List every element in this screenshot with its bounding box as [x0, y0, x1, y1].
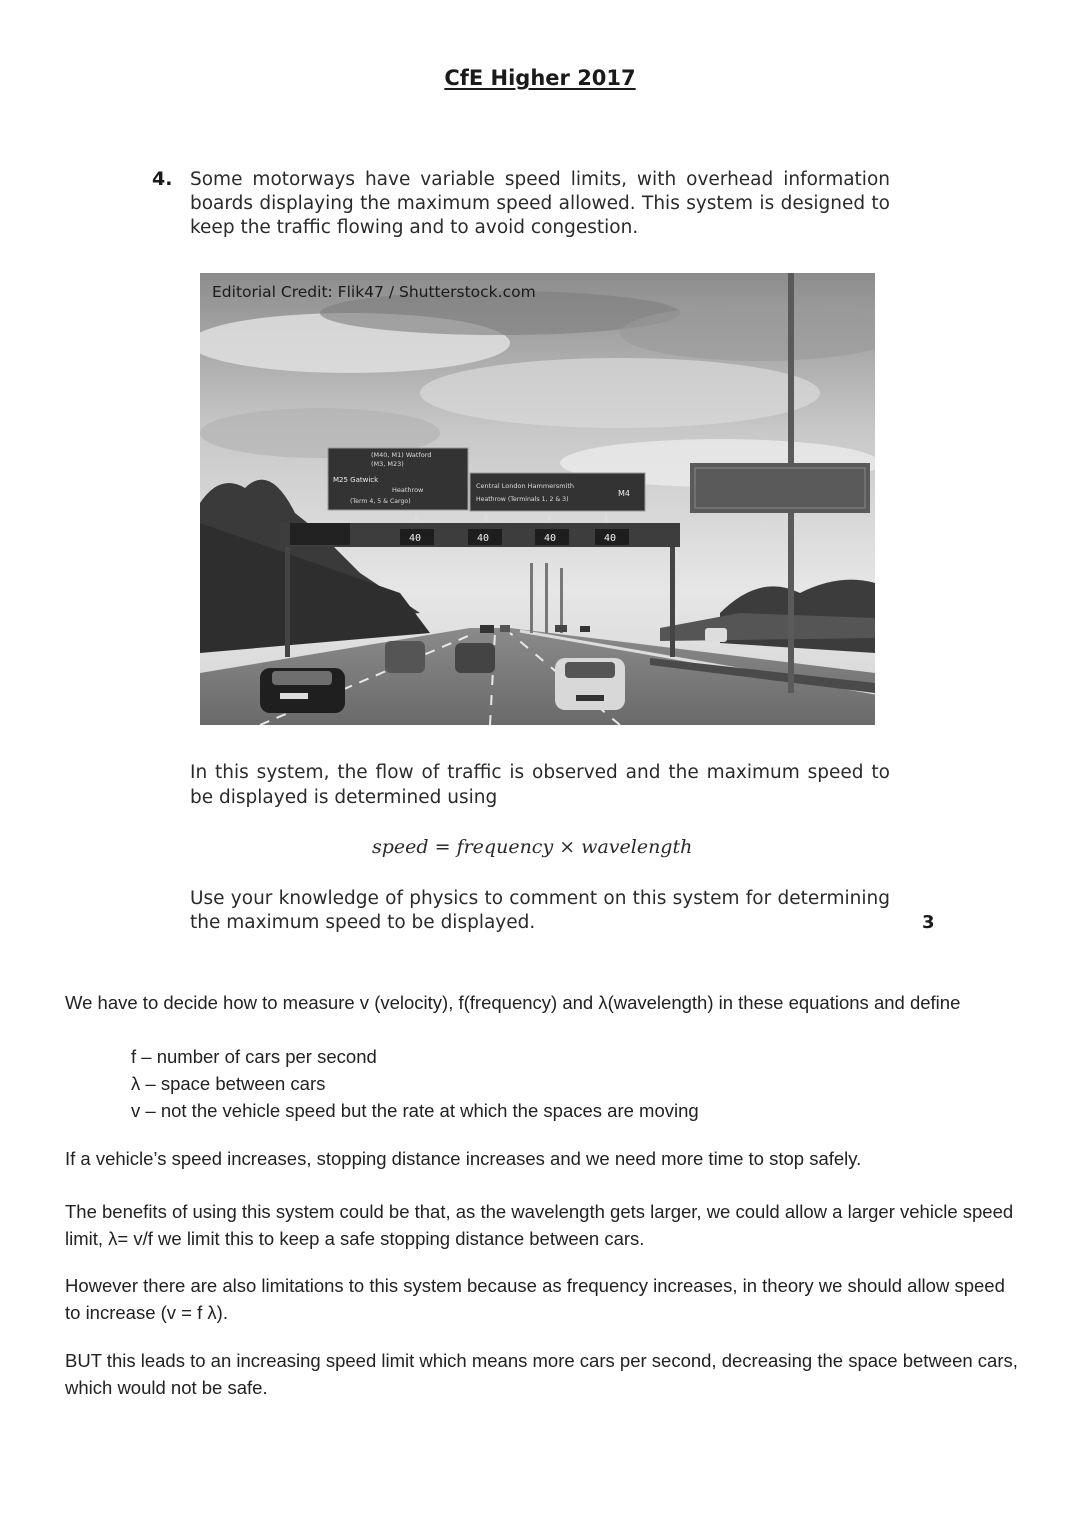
speed-display-4: 40 [604, 533, 617, 544]
down-arrow-icon: ⬇ [602, 514, 611, 525]
sign-left-line5: (Term 4, 5 & Cargo) [350, 498, 411, 505]
question-intro: Some motorways have variable speed limits, with overhead information boards displaying the maximum speed allowed. This system is designed to keep the traffic flowing and to avoid congestion. [190, 169, 890, 238]
answer-paragraph-4: BUT this leads to an increasing speed limit which means more cars per second, decreasing the space between cars, which would not be safe. [65, 1350, 1018, 1398]
sign-left-line2: (M3, M23) [371, 460, 404, 468]
definition-item: f – number of cars per second [131, 1046, 377, 1067]
down-arrow-icon: ⬇ [412, 514, 421, 525]
sign-left-line3: M25 Gatwick [333, 476, 379, 484]
definition-item: v – not the vehicle speed but the rate at which the spaces are moving [131, 1100, 699, 1121]
speed-display-3: 40 [544, 533, 557, 544]
down-arrow-icon: ⬇ [545, 514, 554, 525]
question-paragraph-3: Use your knowledge of physics to comment on this system for determining the maximum speed to be displayed. [190, 888, 890, 933]
sign-left-line4: Heathrow [392, 486, 424, 494]
answer-intro: We have to decide how to measure v (velocity), f(frequency) and λ(wavelength) in these equations and define [65, 992, 961, 1013]
motorway-scene-graphic [200, 273, 875, 725]
page-title: CfE Higher 2017 [444, 66, 636, 90]
marks: 3 [922, 912, 935, 933]
speed-display-2: 40 [477, 533, 490, 544]
sign-left-line1: (M40, M1) Watford [371, 451, 432, 459]
answer-paragraph-1: If a vehicle’s speed increases, stopping distance increases and we need more time to stop safely. [65, 1148, 862, 1169]
speed-display-1: 40 [409, 533, 422, 544]
image-credit: Editorial Credit: Flik47 / Shutterstock.com [212, 283, 536, 301]
car-centre [555, 658, 625, 710]
formula: speed = frequency × wavelength [372, 836, 693, 858]
down-arrow-icon: ⬇ [482, 514, 491, 525]
sign-right-line2: Heathrow (Terminals 1, 2 & 3) [476, 496, 569, 503]
answer-paragraph-2: The benefits of using this system could be that, as the wavelength gets larger, we could allow a larger vehicle speed limit, λ= v/f we limit this to keep a safe stopping distance between cars. [65, 1201, 1014, 1249]
question-number: 4. [152, 168, 173, 190]
question-paragraph-2: In this system, the flow of traffic is observed and the maximum speed to be displayed is determined using [190, 762, 890, 808]
answer-paragraph-3: However there are also limitations to this system because as frequency increases, in theory we should allow speed to increase (v = f λ). [65, 1275, 1005, 1323]
sign-right-motorway: M4 [618, 489, 630, 498]
motorway-photo [200, 273, 875, 725]
definition-item: λ – space between cars [131, 1073, 326, 1094]
sign-right-line1: Central London Hammersmith [476, 482, 575, 490]
car-left [260, 668, 345, 713]
